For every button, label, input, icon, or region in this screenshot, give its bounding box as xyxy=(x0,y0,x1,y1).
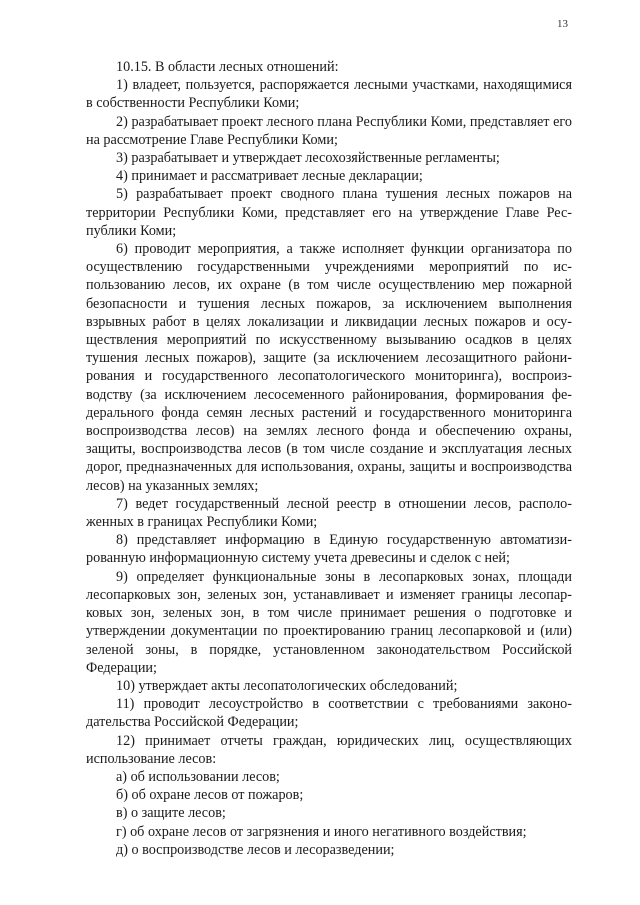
list-item: 2) разрабатывает проект лесного плана Республики Коми, представляет его на рассмотрение Главе Республики Коми; xyxy=(86,113,572,148)
sub-list-item: а) об использовании лесов; xyxy=(116,768,280,785)
list-item: 3) разрабатывает и утверждает лесохозяйственные регламенты; xyxy=(116,150,500,167)
list-item: 6) проводит мероприятия, а также исполняет функции организатора по осуществлению государственными учреждениями мероприятий по использованию лесов, их охране (в том числе осуществлению мер пожарной безопасности и тушения лесных пожаров, за исключением выполнения взрывных работ в целях локализации и ликвидации лесных пожаров и осуществления мероприятий по искусственному вызыванию осадков в целях тушения лесных пожаров), защите (за исключением лесозащитного районирования и государственного лесопатологического мониторинга), воспроизводству (за исключением лесосеменного районирования, формирования федерального фонда семян лесных растений и государственного мониторинга воспроизводства лесов) на землях лесного фонда и обеспечению охраны, защиты, воспроизводства лесов (в том числе создание и эксплуатация лесных дорог, предназначенных для использования, охраны, защиты и воспроизводства лесов) на указанных землях; xyxy=(86,241,572,494)
sub-list-item: г) об охране лесов от загрязнения и иного негативного воздействия; xyxy=(116,823,527,840)
list-item: 4) принимает и рассматривает лесные декларации; xyxy=(116,168,423,185)
sub-list-item: д) о воспроизводстве лесов и лесоразведении; xyxy=(116,841,395,858)
document-body xyxy=(86,58,572,859)
page-number: 13 xyxy=(557,18,568,30)
list-item: 8) представляет информацию в Единую государственную автоматизированную информационную систему учета древесины и сделок с ней; xyxy=(86,532,572,567)
section-heading: 10.15. В области лесных отношений: xyxy=(116,59,339,75)
list-item: 5) разрабатывает проект сводного плана тушения лесных пожаров на территории Республики Коми, представляет его на утверждение Главе Республики Коми; xyxy=(86,186,572,239)
list-item: 11) проводит лесоустройство в соответствии с требованиями законодательства Российской Федерации; xyxy=(86,696,572,731)
sub-list-item: в) о защите лесов; xyxy=(116,805,226,822)
list-item: 10) утверждает акты лесопатологических обследований; xyxy=(116,677,458,694)
list-item: 9) определяет функциональные зоны в лесопарковых зонах, площади лесопарковых зон, зеленых зон, устанавливает и изменяет границы лесопарковых зон, зеленых зон, в том числе принимает решения о подготовке и утверждении документации по проектированию границ лесопарковой и (или) зеленой зоны, в порядке, установленном законодательством Российской Федерации; xyxy=(86,568,572,676)
list-item: 7) ведет государственный лесной реестр в отношении лесов, расположенных в границах Республики Коми; xyxy=(86,495,572,531)
sub-list-item: б) об охране лесов от пожаров; xyxy=(116,787,304,804)
list-item: 12) принимает отчеты граждан, юридических лиц, осуществляющих использование лесов: xyxy=(86,732,572,767)
list-item: 1) владеет, пользуется, распоряжается лесными участками, находящимися в собственности Республики Коми; xyxy=(86,77,572,112)
